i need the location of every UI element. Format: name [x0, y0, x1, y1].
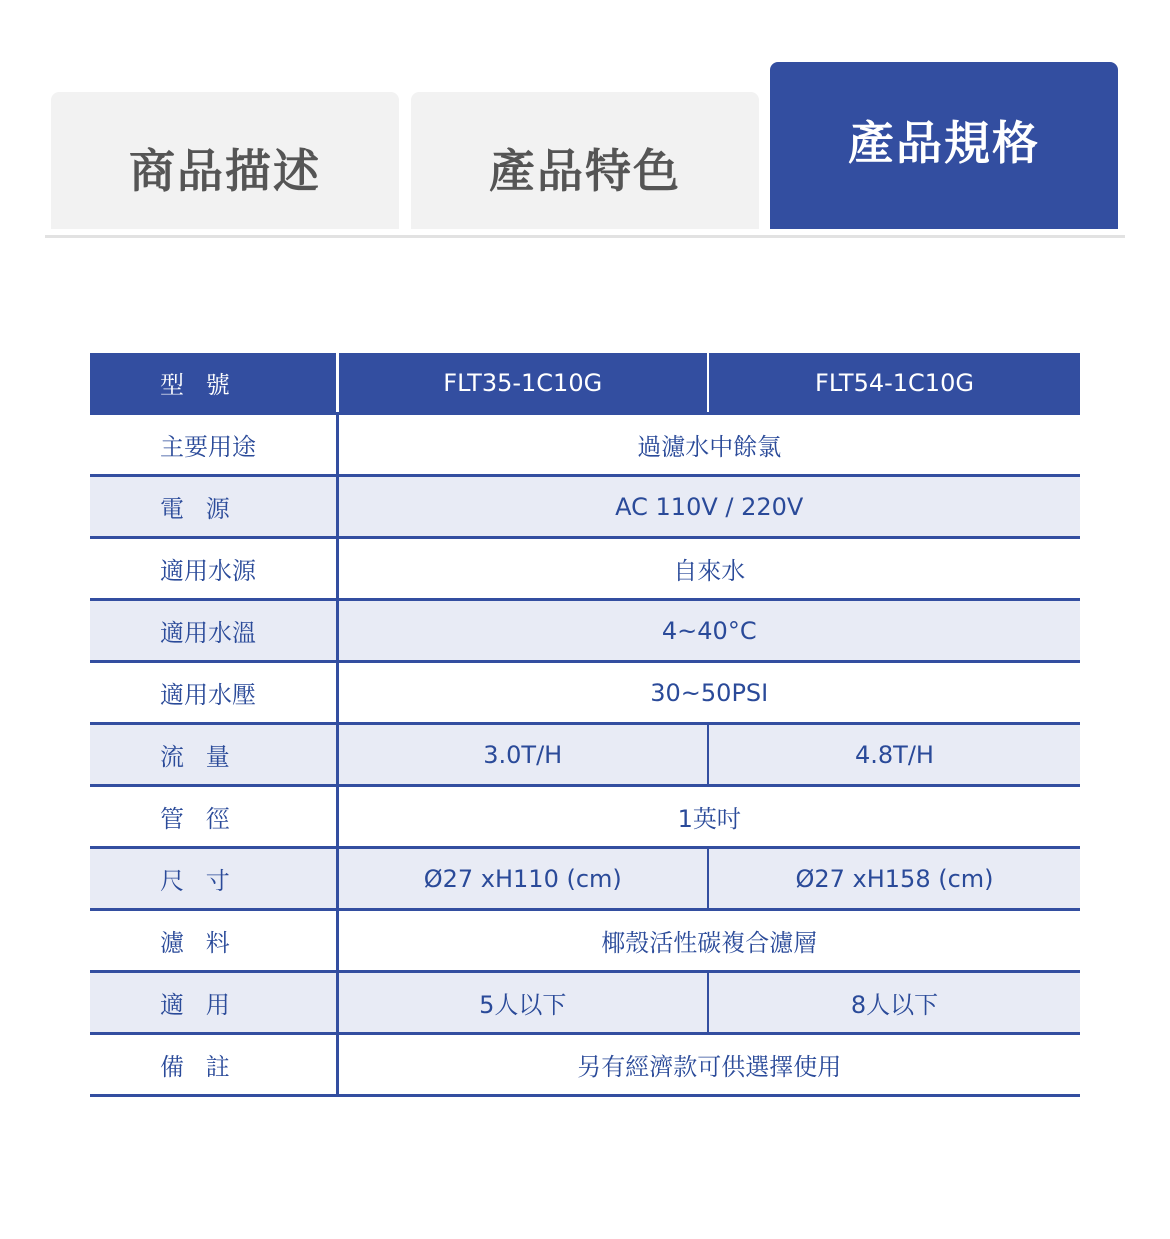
spec-row-value: 30~50PSI	[337, 662, 1080, 724]
spec-row-value: 1英吋	[337, 786, 1080, 848]
spec-row-label: 備 註	[90, 1034, 337, 1096]
spec-row-value: 椰殼活性碳複合濾層	[337, 910, 1080, 972]
tab-product-description[interactable]: 商品描述	[51, 92, 399, 229]
spec-row-value-2: Ø27 xH158 (cm)	[708, 848, 1080, 910]
spec-row	[90, 910, 1080, 972]
spec-row	[90, 600, 1080, 662]
spec-row	[90, 786, 1080, 848]
spec-row-value-1: 3.0T/H	[337, 724, 708, 786]
spec-row-label: 適用水壓	[90, 662, 337, 724]
spec-row-label: 適 用	[90, 972, 337, 1034]
spec-row-label: 管 徑	[90, 786, 337, 848]
spec-row-label: 尺 寸	[90, 848, 337, 910]
spec-row-label: 濾 料	[90, 910, 337, 972]
spec-row-label: 流 量	[90, 724, 337, 786]
tab-underline-divider	[45, 235, 1125, 238]
spec-row	[90, 414, 1080, 476]
spec-row	[90, 848, 1080, 910]
spec-row	[90, 724, 1080, 786]
spec-row-value-2: 4.8T/H	[708, 724, 1080, 786]
spec-row-value: 4~40°C	[337, 600, 1080, 662]
tab-product-specs[interactable]: 產品規格	[770, 62, 1118, 229]
tab-product-features[interactable]: 產品特色	[411, 92, 759, 229]
spec-header-model-2: FLT54-1C10G	[708, 353, 1080, 414]
spec-row-value: 另有經濟款可供選擇使用	[337, 1034, 1080, 1096]
spec-row-value-1: Ø27 xH110 (cm)	[337, 848, 708, 910]
spec-row	[90, 662, 1080, 724]
spec-row-label: 主要用途	[90, 414, 337, 476]
spec-row-value: 自來水	[337, 538, 1080, 600]
spec-header-model-1: FLT35-1C10G	[337, 353, 708, 414]
spec-row-label: 適用水溫	[90, 600, 337, 662]
spec-row	[90, 972, 1080, 1034]
spec-row-label: 適用水源	[90, 538, 337, 600]
spec-row-value: 過濾水中餘氯	[337, 414, 1080, 476]
spec-header-label: 型 號	[90, 353, 337, 414]
spec-row-value-2: 8人以下	[708, 972, 1080, 1034]
spec-row-value-1: 5人以下	[337, 972, 708, 1034]
spec-row	[90, 476, 1080, 538]
spec-table	[90, 353, 1080, 1097]
spec-row-label: 電 源	[90, 476, 337, 538]
spec-row	[90, 1034, 1080, 1096]
tab-bar	[0, 0, 1170, 240]
spec-row-value: AC 110V / 220V	[337, 476, 1080, 538]
spec-row	[90, 538, 1080, 600]
spec-header-row	[90, 353, 1080, 414]
